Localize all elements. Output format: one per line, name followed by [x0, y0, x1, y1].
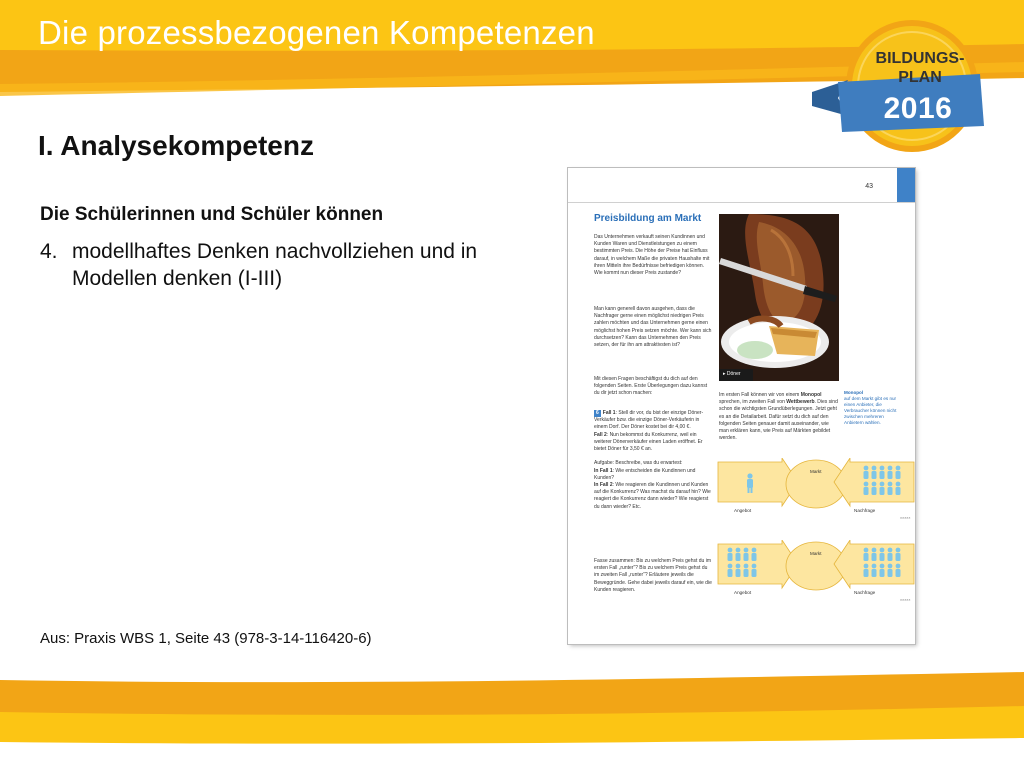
market-diagram-competition-shape	[716, 540, 915, 606]
doener-photo	[719, 214, 839, 381]
diagram-b-demand: Nachfrage	[854, 590, 876, 595]
competence-intro: Die Schülerinnen und Schüler können	[40, 204, 384, 225]
market-diagram-competition	[716, 540, 915, 606]
diagram-a-center: Markt	[810, 469, 822, 474]
textbook-page-image	[568, 168, 915, 644]
textbook-paragraph-3: Mit diesen Fragen beschäftigst du dich auf den folgenden Seiten. Erste Überlegungen dazu kannst du dir jetzt schon machen:	[594, 376, 708, 397]
diagram-a-supply: Angebot	[734, 508, 752, 513]
footer-band	[0, 672, 1024, 768]
margin-definition: auf dem Markt gibt es nur einen Anbieter, die Verbraucher können nicht zwischen mehreren Anbietern wählen.	[844, 396, 897, 425]
right-text-b: sprechen, im zweiten Fall von	[719, 399, 787, 406]
diagram-a-demand: Nachfrage	[854, 508, 876, 513]
badge-line-2: PLAN	[898, 69, 942, 86]
textbook-task	[594, 410, 714, 511]
bildungsplan-badge	[808, 16, 998, 166]
textbook-title: Preisbildung am Markt	[594, 213, 702, 224]
right-text-a: Im ersten Fall können wir von einem	[719, 392, 801, 398]
task-intro: Aufgabe: Beschreibe, was du erwartest:	[594, 460, 683, 467]
footer-band-shape	[0, 672, 1024, 768]
source-citation: Aus: Praxis WBS 1, Seite 43 (978-3-14-116420-6)	[40, 630, 372, 647]
term-monopol: Monopol	[800, 392, 822, 398]
diagram-a-code: ×××××	[900, 516, 911, 520]
photo-caption: ▸ Döner	[723, 371, 741, 377]
badge-year: 2016	[883, 92, 953, 125]
competence-number: 4.	[40, 240, 58, 263]
diagram-b-code: ×××××	[900, 598, 911, 602]
market-diagram-monopoly	[716, 458, 915, 524]
task-q1-text: : Wie entscheiden die Kundinnen und Kunden?	[594, 467, 696, 481]
task-q2-label: In Fall 2	[594, 482, 613, 489]
page-header-rule	[568, 202, 915, 203]
badge-line-1: BILDUNGS-	[875, 50, 965, 67]
textbook-paragraph-1: Das Unternehmen verkauft seinen Kundinnen und Kunden Waren und Dienstleistungen zu einem bestimmten Preis. Die Höhe der Preise hat Einfluss darauf, in welchem Maße die privaten Haushalte mit ihren Mitteln ihre Bedürfnisse befriedigen können. Wie kommt nun dieser Preis zustande?	[594, 234, 710, 277]
task-number: 6	[596, 410, 599, 416]
term-wettbewerb: Wettbewerb	[786, 399, 815, 406]
case-1-label: Fall 1	[602, 410, 616, 416]
diagram-b-center: Markt	[810, 551, 822, 556]
page-tab-marker	[897, 168, 915, 202]
case-1-text: : Stell dir vor, du bist der einzige Döner-Verkäufer bzw. die einzige Döner-Verkäuferin in einem Dorf. Der Döner kostet bei dir 4,00 €.	[594, 410, 704, 431]
case-2-label: Fall 2	[594, 431, 607, 438]
margin-term: Monopol	[844, 390, 864, 395]
task-q1-label: In Fall 1	[594, 467, 613, 474]
competence-text: modellhaftes Denken nachvollziehen und in Modellen denken (I-III)	[72, 240, 478, 290]
textbook-summary: Fasse zusammen: Bis zu welchem Preis gehst du im ersten Fall „runter“? Bis zu welchem Preis gehst du im zweiten Fall „runter“? Erläutere jeweils die Beweggründe. Gehe dabei jeweils darauf ein, wie die Kunden reagieren.	[594, 558, 712, 593]
competence-item	[40, 238, 480, 292]
margin-glossary	[844, 390, 904, 426]
diagram-b-supply: Angebot	[734, 590, 752, 595]
task-q2-text: : Wie reagieren die Kundinnen und Kunden auf die Konkurrenz? Was machst du darauf hin? Wie reagiert die Konkurrenz dann wieder? Wie reagierst du dann wieder? Etc.	[594, 482, 711, 510]
market-diagram-monopoly-shape	[716, 458, 915, 524]
textbook-page-number: 43	[865, 183, 873, 190]
slide-title: Die prozessbezogenen Kompetenzen	[38, 14, 595, 51]
case-2-text: : Nun bekommst du Konkurrenz, weil ein weiterer Dönerverkäufer einen Laden eröffnet. Er bietet Döner für 3,50 € an.	[594, 431, 703, 453]
badge-shape	[808, 16, 998, 166]
textbook-right-paragraph	[719, 392, 839, 442]
section-heading: I. Analysekompetenz	[38, 130, 314, 161]
textbook-paragraph-2: Man kann generell davon ausgehen, dass die Nachfrager gerne einen möglichst niedrigen Preis zahlen möchten und das Unternehmen gerne einen möglichst hohen Preis setzen möchte. Wer kann sich durchsetzen? Kann das Unternehmen den Preis setzen, der für ihn am attraktivsten ist?	[594, 306, 712, 349]
right-text-c: . Dies sind schon die wichtigsten Grundüberlegungen. Jetzt geht es an die Detailarbeit. Dafür setzt du dich auf den folgenden Seiten genauer damit auseinander, wie man erklären kann, wie Preis auf Märkten gebildet werden.	[719, 399, 838, 442]
